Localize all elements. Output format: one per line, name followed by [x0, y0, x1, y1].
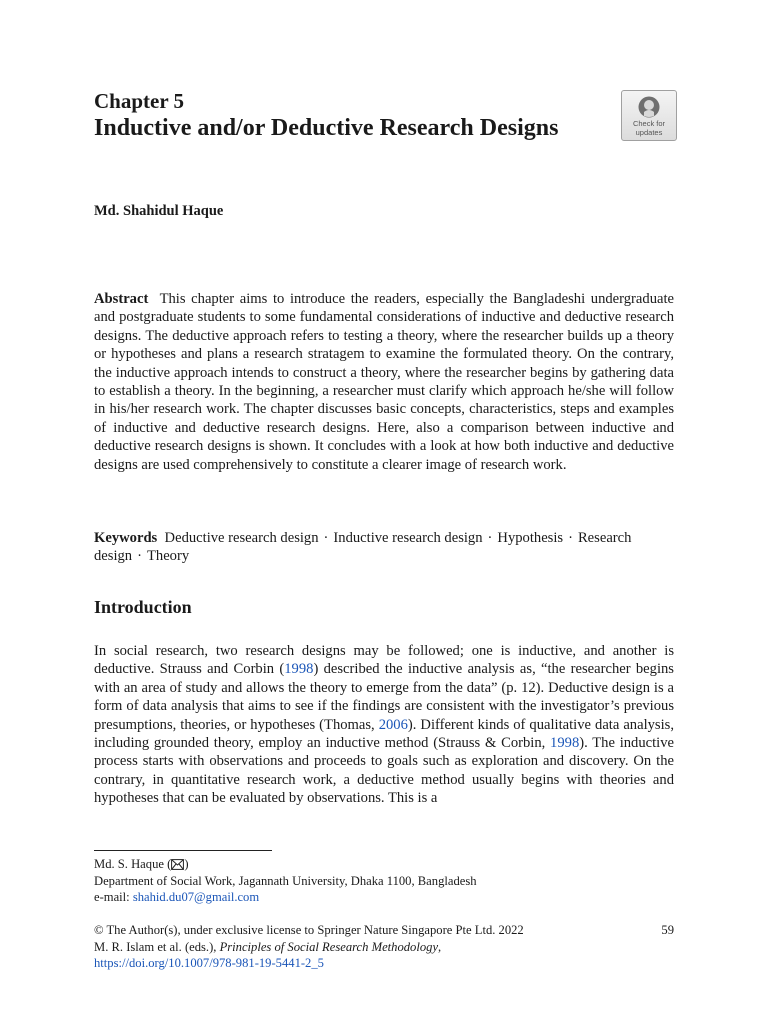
- page-number: 59: [661, 923, 674, 937]
- intro-text: ). The inductive process starts with observations and proceeds to goals such as exploration and discovery. On the contrary, in quantitative research work, a deductive method usually begins with theories and hypotheses that can be evaluated by observations. This is a: [94, 735, 674, 807]
- intro-text: In social research, two research designs may be followed; one is inductive, and another is deductive. Strauss and Corbin (: [94, 643, 674, 678]
- intro-text: ). Different kinds of qualitative data analysis, including grounded theory, employ an inductive method (Strauss & Corbin,: [94, 716, 674, 752]
- footnote-affiliation: Department of Social Work, Jagannath University, Dhaka 1100, Bangladesh: [94, 873, 477, 888]
- footnote-author-suffix: ): [184, 857, 189, 871]
- footnote-author-line: [94, 856, 674, 873]
- book-title-suffix: ,: [438, 939, 442, 954]
- check-for-updates-line1: Check for: [632, 119, 666, 128]
- keyword-separator: ·: [137, 548, 142, 565]
- check-for-updates-badge[interactable]: [621, 90, 677, 141]
- keywords-label: Keywords: [94, 530, 158, 546]
- keywords: [94, 529, 674, 566]
- introduction-paragraph: [94, 642, 674, 808]
- keyword-item: Deductive research design: [164, 530, 319, 546]
- doi-link[interactable]: https://doi.org/10.1007/978-981-19-5441-2_5: [94, 956, 324, 971]
- keyword-separator: ·: [568, 530, 573, 546]
- book-editors: M. R. Islam et al. (eds.),: [94, 939, 220, 954]
- citation-link[interactable]: 2006: [378, 716, 408, 733]
- keyword-item: Theory: [146, 548, 190, 565]
- book-citation: [94, 939, 674, 956]
- keyword-separator: ·: [323, 530, 329, 546]
- footnote-email-line: [94, 889, 674, 906]
- copyright-notice: © The Author(s), under exclusive license to Springer Nature Singapore Pte Ltd. 2022: [94, 923, 524, 937]
- page-footer: [94, 922, 674, 972]
- intro-text: ) described the inductive analysis as, “the researcher begins with an area of study and allows the theory to emerge from the data” (p. 12). Deductive design is a form of data analysis that aims to see if the findings are consistent with the investigator’s previous presumptions, theories, or hypotheses (Thomas,: [94, 661, 674, 733]
- citation-link[interactable]: 1998: [550, 735, 580, 752]
- citation-link[interactable]: 1998: [284, 661, 314, 678]
- chapter-label: Chapter 5: [94, 89, 185, 113]
- keyword-item: Hypothesis: [497, 530, 564, 546]
- email-link[interactable]: shahid.du07@gmail.com: [132, 890, 260, 905]
- check-for-updates-line2: updates: [635, 128, 663, 137]
- email-label: e-mail:: [94, 890, 133, 905]
- book-title: Principles of Social Research Methodology: [219, 939, 439, 954]
- abstract-label: Abstract: [94, 291, 149, 307]
- keyword-separator: ·: [487, 530, 493, 546]
- chapter-title: Inductive and/or Deductive Research Designs: [94, 115, 559, 141]
- keyword-item: Inductive research design: [333, 530, 483, 546]
- envelope-icon[interactable]: [171, 859, 184, 870]
- footnote-author: Md. S. Haque (: [94, 857, 172, 871]
- footnote-divider: [94, 850, 272, 851]
- author-footnote: [94, 856, 674, 906]
- author-name: Md. Shahidul Haque: [94, 203, 224, 219]
- abstract-text: This chapter aims to introduce the readers, especially the Bangladeshi undergraduate and postgraduate students to some fundamental considerations of inductive and deductive research designs. The deductive approach refers to testing a theory, where the researcher builds up a theory or hypotheses and plans a research stratagem to examine the formulated theory. On the contrary, the inductive approach intends to construct a theory, where the researcher begins by gathering data to establish a theory. In the beginning, a researcher must clarify which approach he/she will follow in his/her research work. The chapter discusses basic concepts, characteristics, steps and examples of inductive and deductive research designs. Here, also a comparison between inductive and deductive research designs is shown. It concludes with a look at how both inductive and deductive designs are used comprehensively to constitute a clearer image of research work.: [94, 291, 674, 473]
- check-for-updates-icon: [637, 95, 661, 119]
- section-heading-introduction: Introduction: [94, 597, 192, 617]
- keyword-item: Research design: [94, 530, 632, 565]
- abstract: [94, 290, 674, 474]
